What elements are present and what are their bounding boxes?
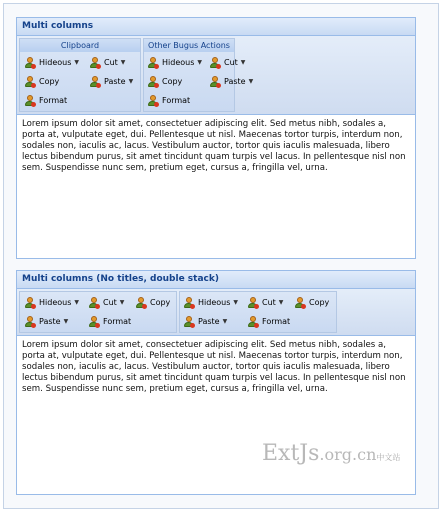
- button-label: Hideous: [39, 58, 72, 67]
- button-label: Copy: [39, 77, 60, 86]
- user-action-icon: [89, 316, 100, 328]
- button-group-other-actions: [143, 38, 254, 112]
- group-title: Other Bugus Actions: [144, 39, 234, 52]
- user-action-icon: [25, 316, 36, 328]
- format-button[interactable]: [89, 314, 131, 330]
- chevron-down-icon: ▼: [278, 299, 284, 306]
- cut-button[interactable]: [90, 55, 125, 71]
- button-group-clipboard: [19, 38, 141, 112]
- toolbar: [17, 36, 415, 115]
- chevron-down-icon: ▼: [222, 318, 228, 325]
- button-label: Hideous: [39, 298, 72, 307]
- button-label: Cut: [103, 298, 117, 307]
- logo-text-main: ExtJs: [262, 441, 320, 466]
- hideous-button[interactable]: [25, 55, 79, 71]
- panel-body-text: Lorem ipsum dolor sit amet, consectetuer adipiscing elit. Sed metus nibh, sodales a, porta at, vulputate eget, dui. Pellentesque ut nisl. Maecenas tortor turpis, interdum non, sodales non, iaculis ac, lacus. Vestibulum auctor, tortor quis iaculis malesuada, libero lectus bibendum purus, sit amet tincidunt quam turpis vel lacus. In pellentesque nisl non sem. Suspendisse nunc sem, pretium eget, cursus a, fringilla vel, urna.: [22, 340, 406, 394]
- button-label: Paste: [104, 77, 126, 86]
- chevron-down-icon: ▼: [74, 299, 79, 306]
- user-action-icon: [25, 95, 36, 107]
- button-label: Format: [103, 317, 132, 326]
- paste-button[interactable]: [184, 314, 227, 330]
- cut-button[interactable]: [248, 295, 283, 311]
- button-label: Hideous: [162, 58, 195, 67]
- button-label: Paste: [39, 317, 61, 326]
- user-action-icon: [90, 76, 101, 88]
- user-action-icon: [90, 57, 101, 69]
- user-action-icon: [136, 297, 147, 309]
- cut-button[interactable]: [89, 295, 124, 311]
- format-button[interactable]: [25, 93, 67, 109]
- user-action-icon: [89, 297, 100, 309]
- chevron-down-icon: ▼: [233, 299, 238, 306]
- button-label: Format: [262, 317, 291, 326]
- paste-button[interactable]: [210, 74, 253, 90]
- copy-button[interactable]: [25, 74, 59, 90]
- user-action-icon: [248, 297, 259, 309]
- logo-text-cn: 中文站: [376, 453, 401, 462]
- user-action-icon: [148, 76, 159, 88]
- button-group-1: [19, 291, 177, 333]
- chevron-down-icon: ▼: [74, 59, 79, 66]
- button-label: Copy: [162, 77, 183, 86]
- user-action-icon: [210, 57, 221, 69]
- user-action-icon: [148, 57, 159, 69]
- hideous-button[interactable]: [184, 295, 238, 311]
- button-group-2: [179, 291, 337, 333]
- copy-button[interactable]: [295, 295, 329, 311]
- button-label: Format: [162, 96, 191, 105]
- extjs-watermark-logo: [262, 441, 400, 466]
- hideous-button[interactable]: [148, 55, 202, 71]
- button-label: Cut: [224, 58, 238, 67]
- cut-button[interactable]: [210, 55, 245, 71]
- chevron-down-icon: ▼: [248, 78, 254, 85]
- chevron-down-icon: ▼: [197, 59, 202, 66]
- panel-multi-columns: [16, 17, 416, 259]
- user-action-icon: [184, 316, 195, 328]
- format-button[interactable]: [248, 314, 290, 330]
- user-action-icon: [25, 297, 36, 309]
- chevron-down-icon: ▼: [63, 318, 69, 325]
- group-title: Clipboard: [20, 39, 140, 52]
- button-label: Format: [39, 96, 68, 105]
- chevron-down-icon: ▼: [240, 59, 246, 66]
- user-action-icon: [184, 297, 195, 309]
- user-action-icon: [248, 316, 259, 328]
- panel-title: Multi columns: [17, 18, 415, 36]
- button-label: Cut: [262, 298, 276, 307]
- button-label: Cut: [104, 58, 118, 67]
- button-label: Copy: [150, 298, 171, 307]
- button-label: Hideous: [198, 298, 231, 307]
- user-action-icon: [148, 95, 159, 107]
- chevron-down-icon: ▼: [120, 59, 126, 66]
- button-label: Paste: [198, 317, 220, 326]
- copy-button[interactable]: [136, 295, 170, 311]
- user-action-icon: [295, 297, 306, 309]
- paste-button[interactable]: [90, 74, 133, 90]
- chevron-down-icon: ▼: [128, 78, 134, 85]
- button-label: Copy: [309, 298, 330, 307]
- user-action-icon: [25, 57, 36, 69]
- user-action-icon: [25, 76, 36, 88]
- logo-text-domain: .org.cn: [319, 445, 377, 464]
- toolbar: [17, 289, 415, 336]
- paste-button[interactable]: [25, 314, 68, 330]
- button-label: Paste: [224, 77, 246, 86]
- user-action-icon: [210, 76, 221, 88]
- format-button[interactable]: [148, 93, 190, 109]
- chevron-down-icon: ▼: [119, 299, 125, 306]
- panel-title: Multi columns (No titles, double stack): [17, 271, 415, 289]
- hideous-button[interactable]: [25, 295, 79, 311]
- panel-body-text: Lorem ipsum dolor sit amet, consectetuer adipiscing elit. Sed metus nibh, sodales a, porta at, vulputate eget, dui. Pellentesque ut nisl. Maecenas tortor turpis, interdum non, sodales non, iaculis ac, lacus. Vestibulum auctor, tortor quis iaculis malesuada, libero lectus bibendum purus, sit amet tincidunt quam turpis vel lacus. In pellentesque nisl non sem. Suspendisse nunc sem, pretium eget, cursus a, fringilla vel, urna.: [22, 119, 406, 173]
- copy-button[interactable]: [148, 74, 182, 90]
